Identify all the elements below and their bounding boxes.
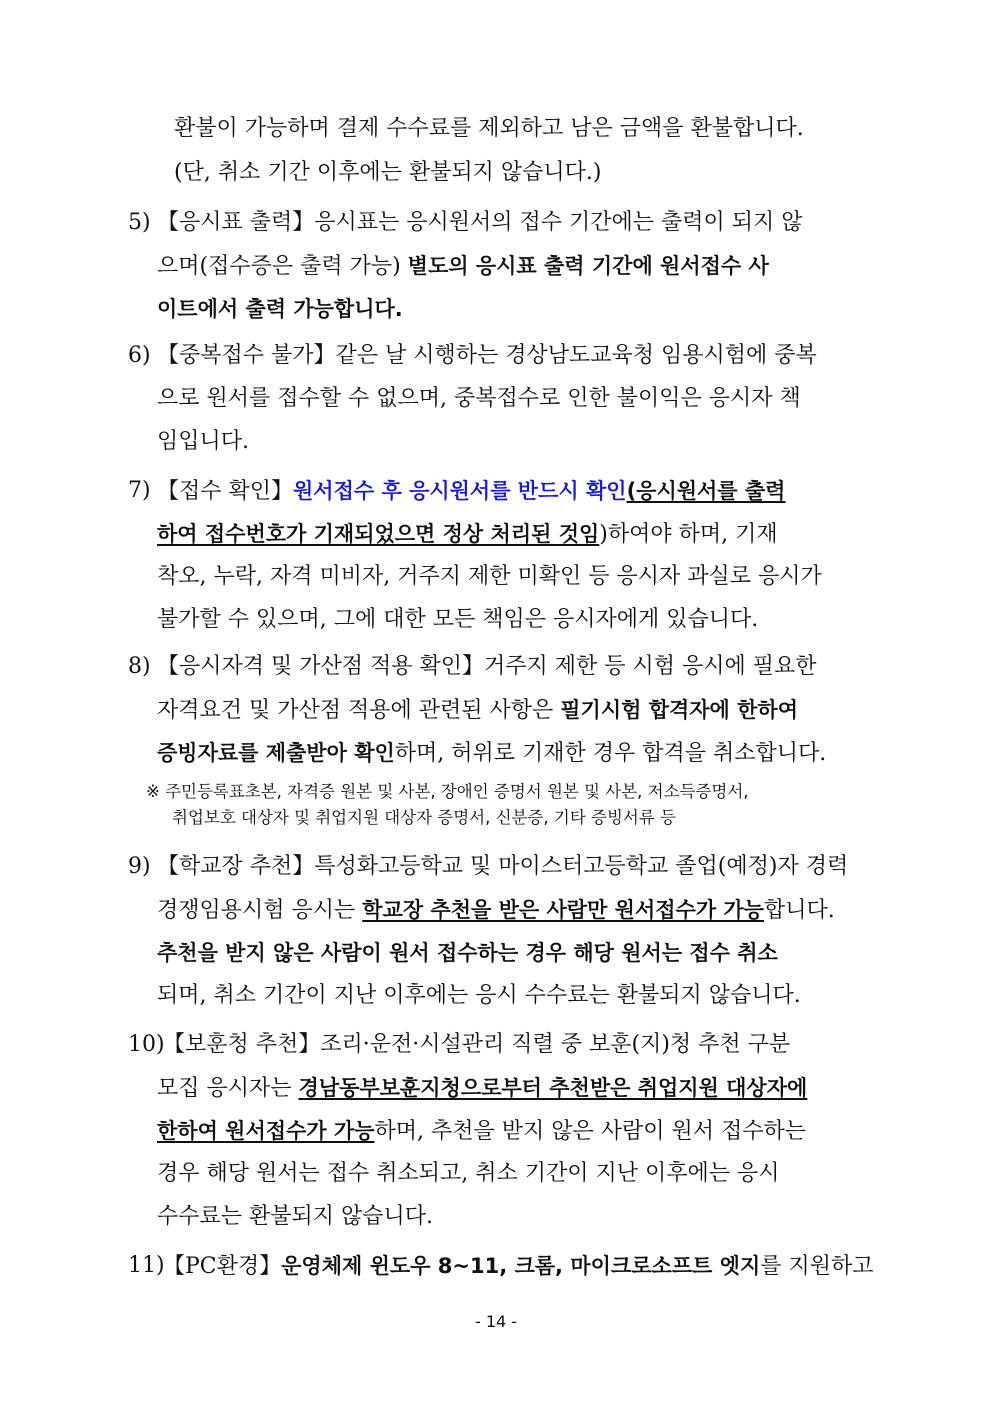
item-11-title: 【PC환경】 <box>163 1254 282 1279</box>
item-number: 11) <box>128 1253 165 1278</box>
item-6-title: 【중복접수 불가】 <box>157 343 336 368</box>
item-5-line-3: 이트에서 출력 가능합니다. <box>157 297 403 321</box>
item-10-line-4: 경우 해당 원서는 접수 취소되고, 취소 기간이 지난 이후에는 응시 <box>157 1161 780 1186</box>
item-number: 5) <box>128 210 151 235</box>
item-8-title: 【응시자격 및 가산점 적용 확인】 <box>157 654 484 679</box>
item-9-line-4: 되며, 취소 기간이 지난 이후에는 응시 수수료는 환불되지 않습니다. <box>157 983 801 1008</box>
item-6-line-1: 【중복접수 불가】같은 날 시행하는 경상남도교육청 임용시험에 중복 <box>157 343 817 368</box>
item-7-line-1: 【접수 확인】원서접수 후 응시원서를 반드시 확인(응시원서를 출력 <box>157 479 786 504</box>
item-11-line-1: 【PC환경】운영체제 윈도우 8~11, 크롬, 마이크로소프트 엣지를 지원하고 <box>163 1254 874 1279</box>
item-7-title: 【접수 확인】 <box>157 479 294 504</box>
item-number: 10) <box>128 1032 165 1057</box>
item-7-line-3: 착오, 누락, 자격 미비자, 거주지 제한 미확인 등 응시자 과실로 응시가 <box>157 564 822 589</box>
item-5-line-1: 【응시표 출력】응시표는 응시원서의 접수 기간에는 출력이 되지 않 <box>157 210 803 235</box>
text-line: 환불이 가능하며 결제 수수료를 제외하고 남은 금액을 환불합니다. <box>174 116 804 141</box>
item-10-line-5: 수수료는 환불되지 않습니다. <box>157 1204 434 1229</box>
item-7-line-4: 불가할 수 있으며, 그에 대한 모든 책임은 응시자에게 있습니다. <box>157 607 759 632</box>
item-8-line-1: 【응시자격 및 가산점 적용 확인】거주지 제한 등 시험 응시에 필요한 <box>157 654 817 679</box>
page-number: - 14 - <box>474 1312 518 1331</box>
item-number: 6) <box>128 343 151 368</box>
item-number: 8) <box>128 654 151 679</box>
item-number: 9) <box>128 854 151 879</box>
item-10-line-2: 모집 응시자는 경남동부보훈지청으로부터 추천받은 취업지원 대상자에 <box>157 1076 808 1101</box>
item-9-line-1: 【학교장 추천】특성화고등학교 및 마이스터고등학교 졸업(예정)자 경력 <box>157 854 849 879</box>
item-8-note-line-2: 취업보호 대상자 및 취업지원 대상자 증명서, 신분증, 기타 증빙서류 등 <box>172 808 676 827</box>
item-9-title: 【학교장 추천】 <box>157 854 315 879</box>
item-8-line-3: 증빙자료를 제출받아 확인하며, 허위로 기재한 경우 합격을 취소합니다. <box>157 741 827 766</box>
item-10-line-3: 한하여 원서접수가 가능하며, 추천을 받지 않은 사람이 원서 접수하는 <box>157 1119 806 1144</box>
item-5-line-2: 으며(접수증은 출력 가능) 별도의 응시표 출력 기간에 원서접수 사 <box>157 254 769 279</box>
item-8-note-line-1: ※ 주민등록표초본, 자격증 원본 및 사본, 장애인 증명서 원본 및 사본, 저소득증명서, <box>146 782 749 801</box>
item-9-line-3: 추천을 받지 않은 사람이 원서 접수하는 경우 해당 원서는 접수 취소 <box>157 941 778 965</box>
item-number: 7) <box>128 478 151 503</box>
item-7-line-2: 하여 접수번호가 기재되었으면 정상 처리된 것임)하여야 하며, 기재 <box>157 522 778 547</box>
item-5-title: 【응시표 출력】 <box>157 210 315 235</box>
item-8-line-2: 자격요건 및 가산점 적용에 관련된 사항은 필기시험 합격자에 한하여 <box>157 698 799 723</box>
text-line: (단, 취소 기간 이후에는 환불되지 않습니다.) <box>174 160 602 185</box>
item-10-title: 【보훈청 추천】 <box>163 1032 321 1057</box>
item-10-line-1: 【보훈청 추천】조리·운전·시설관리 직렬 중 보훈(지)청 추천 구분 <box>163 1032 791 1057</box>
item-6-line-3: 임입니다. <box>157 429 250 454</box>
item-9-line-2: 경쟁임용시험 응시는 학교장 추천을 받은 사람만 원서접수가 가능합니다. <box>157 898 835 923</box>
item-6-line-2: 으로 원서를 접수할 수 없으며, 중복접수로 인한 불이익은 응시자 책 <box>157 386 801 411</box>
